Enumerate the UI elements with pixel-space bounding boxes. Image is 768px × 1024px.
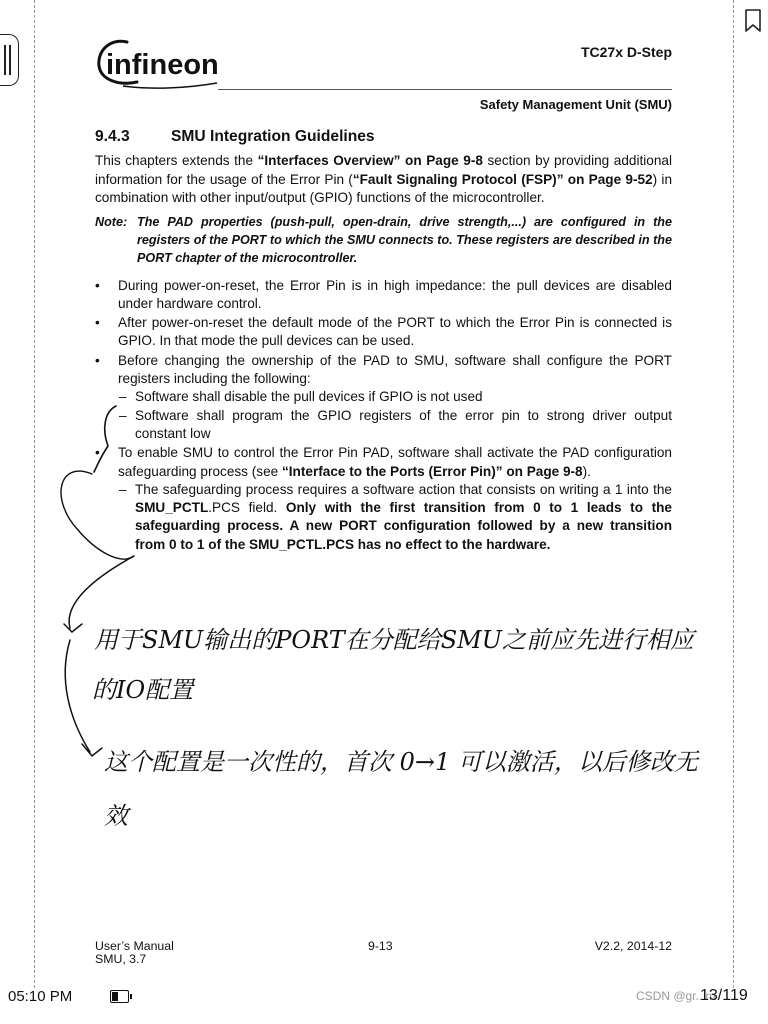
handwritten-note-1-line-2: 的IO配置 — [92, 676, 194, 704]
chapter-title: Safety Management Unit (SMU) — [479, 97, 672, 112]
bullet-text-end: ). — [582, 463, 591, 479]
sub-item-text: The safeguarding process requires a software action that consists on writing a 1 into the — [135, 481, 672, 497]
watermark: CSDN @gr...m — [636, 989, 716, 1003]
bullet-text: After power-on-reset the default mode of the PORT to which the Error Pin is connected is GPIO. In that mode the pull devices can be used. — [118, 315, 672, 349]
interface-ports-link[interactable]: “Interface to the Ports (Error Pin)” on Page 9-8 — [281, 463, 583, 479]
intro-text-2: section by providing additional information for the usage of the Error Pin ( — [95, 153, 672, 187]
intro-text-1: This chapters extends the — [95, 153, 258, 169]
sub-item-text: Software shall disable the pull devices if GPIO is not used — [135, 389, 483, 405]
bullet-item: • After power-on-reset the default mode of the PORT to which the Error Pin is connected is GPIO. In that mode the pull devices can be used. — [95, 314, 672, 351]
clock: 05:10 PM — [8, 988, 73, 1005]
battery-icon — [110, 990, 129, 1003]
fsp-link[interactable]: “Fault Signaling Protocol (FSP)” on Page 9-52 — [352, 171, 653, 187]
footer-manual: User’s Manual — [95, 939, 174, 953]
section-title: SMU Integration Guidelines — [171, 128, 375, 145]
sub-item: – Software shall disable the pull devices if GPIO is not used — [119, 388, 672, 406]
handwritten-note-2-line-1: 这个配置是一次性的，首次 0→1 可以激活，以后修改无 — [104, 748, 698, 776]
note-label: Note: — [95, 215, 128, 230]
handwritten-note-1-line-1: 用于SMU输出的PORT在分配给SMU之前应先进行相应 — [94, 626, 694, 654]
footer-left — [95, 940, 174, 966]
bullet-text: During power-on-reset, the Error Pin is in high impedance: the pull devices are disabled under hardware control. — [118, 277, 672, 311]
logo-wordmark: infineon — [106, 49, 219, 81]
interfaces-overview-link[interactable]: “Interfaces Overview” on Page 9-8 — [257, 153, 483, 169]
sub-item-text: Software shall program the GPIO registers of the error pin to strong driver output constant low — [135, 407, 672, 441]
sub-item-emphasis: Only with the first transition from 0 to 1 leads to the safeguarding process. A new PORT configuration followed by a new transition from 0 to 1 of the SMU_PCTL.PCS has no effect to the hardware. — [135, 500, 672, 552]
handwritten-note-2-line-2: 效 — [104, 802, 128, 830]
bullet-item: • To enable SMU to control the Error Pin PAD, software shall activate the PAD configuration safeguarding process (see “Interface to the Ports (Error Pin)” on Page 9-8). – The safeguarding process requires a software action that consists on writing a 1 into the SMU_PCTL.PCS field. Only with the first transition from 0 to 1 leads to the safeguarding process. A new PORT configuration followed by a new transition from 0 to 1 of the SMU_PCTL.PCS has no effect to the hardware. — [95, 444, 672, 554]
footer-revision: V2.2, 2014-12 — [594, 939, 672, 953]
bullet-text: Before changing the ownership of the PAD to SMU, software shall configure the PORT registers including the following: — [118, 352, 672, 387]
status-bar — [0, 988, 768, 1024]
footer-version-ref: SMU, 3.7 — [95, 952, 147, 966]
sub-item-text-mid: .PCS field. — [208, 500, 286, 516]
note-text: The PAD properties (push-pull, open-drain, drive strength,...) are configured in the registers of the PORT to which the SMU connects to. These registers are described in the PORT chapter of the microcontroller. — [137, 215, 672, 265]
footer-page-number: 9-13 — [368, 939, 393, 953]
bullet-item: • During power-on-reset, the Error Pin is in high impedance: the pull devices are disabled under hardware control. — [95, 277, 672, 314]
document-title: TC27x D-Step — [580, 44, 672, 60]
sub-item: – The safeguarding process requires a software action that consists on writing a 1 into the SMU_PCTL.PCS field. Only with the first transition from 0 to 1 leads to the safeguarding process. A new PORT configuration followed by a new transition from 0 to 1 of the SMU_PCTL.PCS has no effect to the hardware. — [119, 481, 672, 552]
bullet-text: To enable SMU to control the Error Pin PAD, software shall activate the PAD configuration safeguarding process (see — [118, 445, 672, 479]
register-name: SMU_PCTL — [135, 500, 209, 516]
page-counter[interactable]: 13/119 — [700, 987, 748, 1004]
intro-text-3: ) in combination with other input/output (GPIO) functions of the microcontroller. — [95, 171, 673, 205]
bullet-item: • Before changing the ownership of the PAD to SMU, software shall configure the PORT registers including the following: – Software shall disable the pull devices if GPIO is not used – Software shall program the GPIO registers of the error pin to strong driver output constant low — [95, 352, 672, 443]
section-number: 9.4.3 — [95, 128, 130, 145]
sub-item: – Software shall program the GPIO registers of the error pin to strong driver output constant low — [119, 407, 672, 444]
